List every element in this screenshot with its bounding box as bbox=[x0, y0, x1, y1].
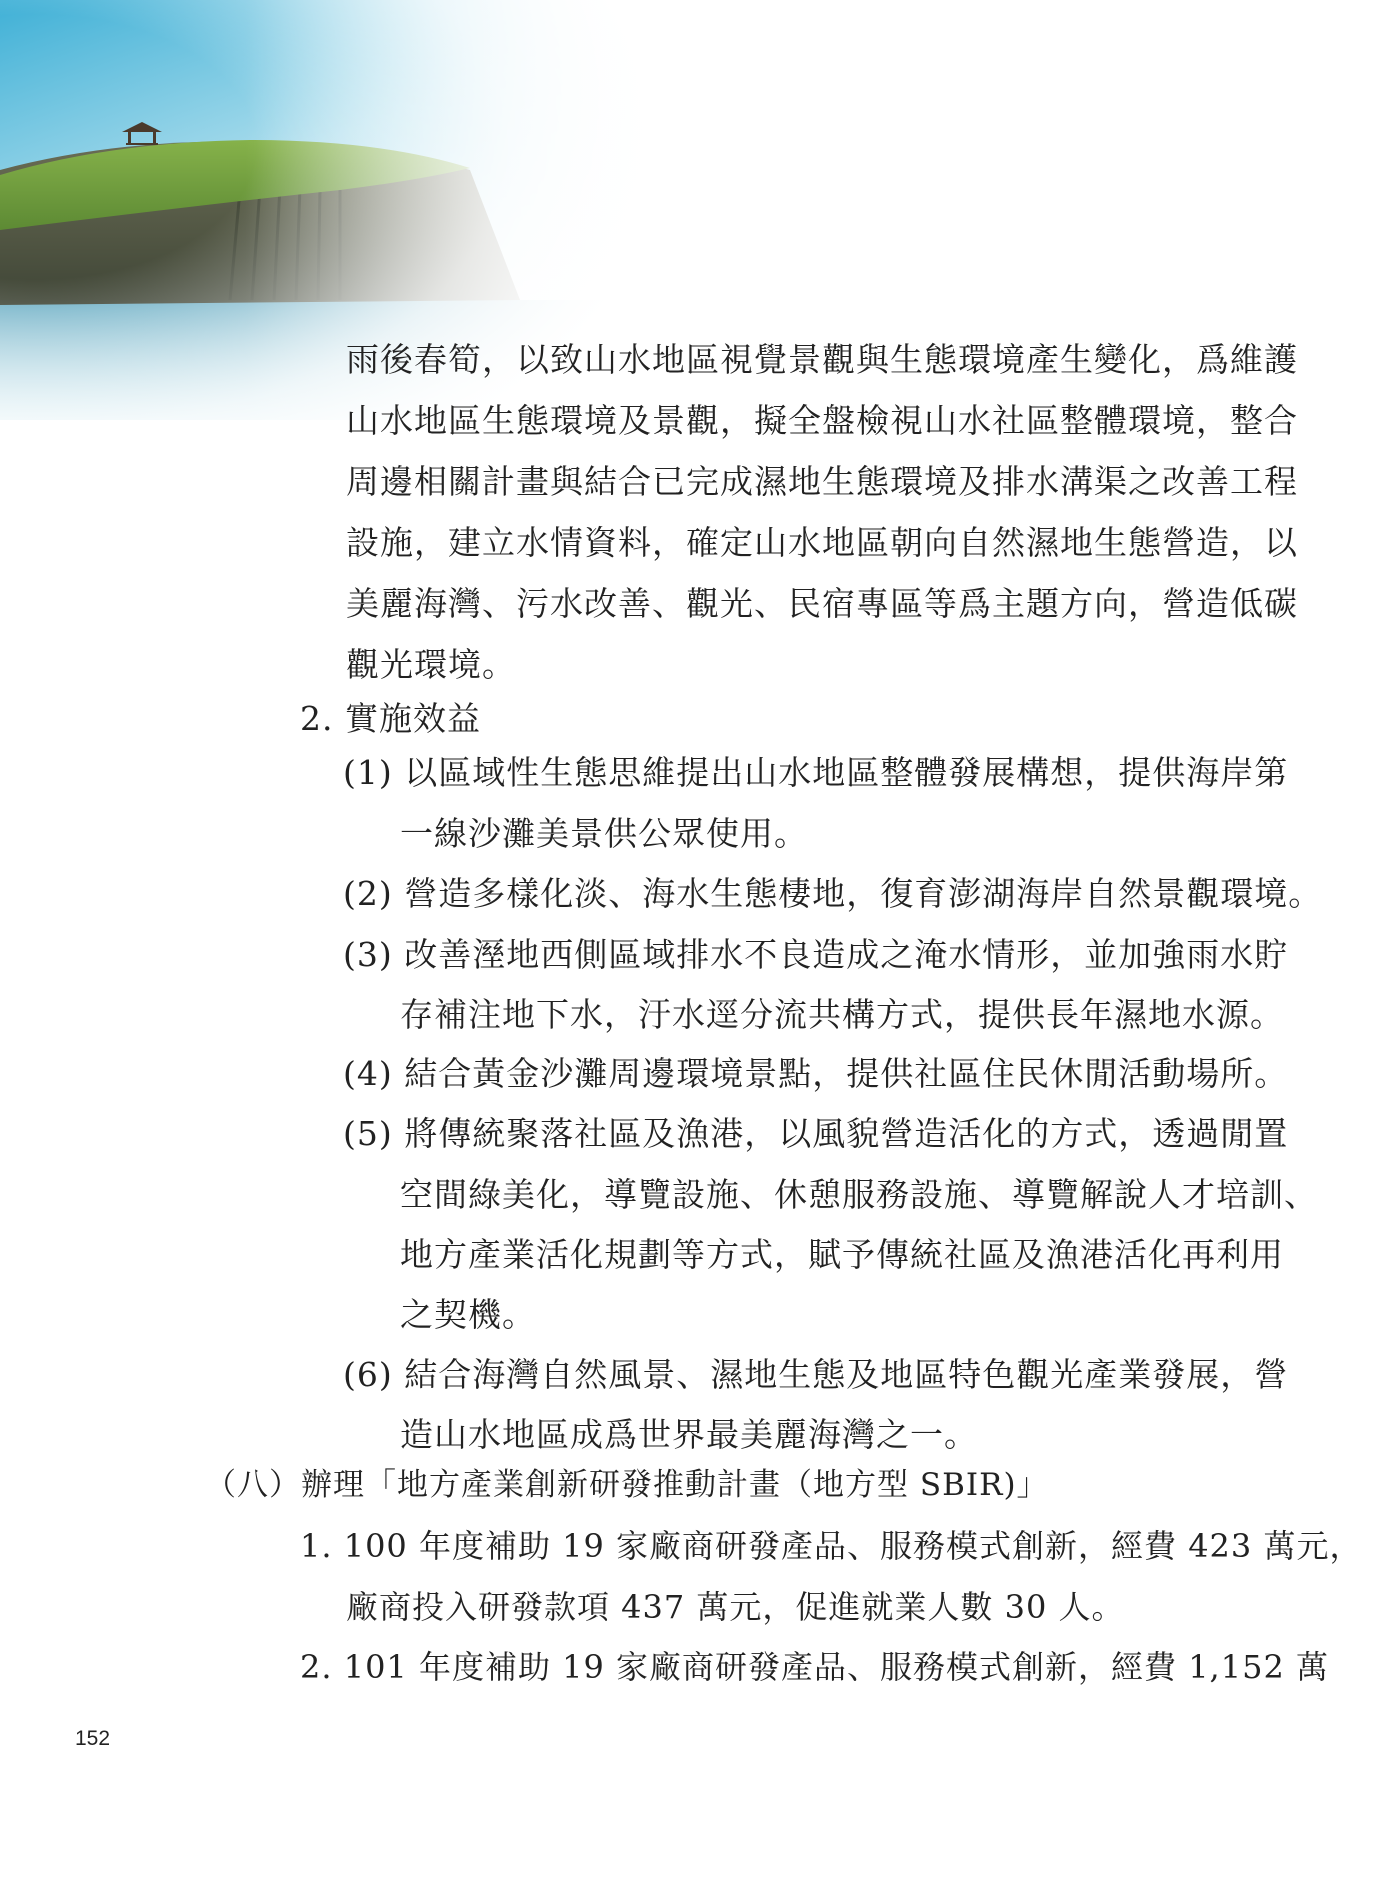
list-item-line: 廠商投入研發款項 437 萬元，促進就業人數 30 人。 bbox=[346, 1588, 1125, 1626]
section-heading: 2. 實施效益 bbox=[300, 699, 481, 738]
list-item-line: 存補注地下水，汙水逕分流共構方式，提供長年濕地水源。 bbox=[400, 995, 1284, 1034]
list-item-line: 一線沙灘美景供公眾使用。 bbox=[400, 814, 808, 853]
section-heading: （八）辦理「地方產業創新研發推動計畫（地方型 SBIR)」 bbox=[205, 1467, 1049, 1503]
body-text-line: 雨後春筍，以致山水地區視覺景觀與生態環境產生變化，爲維護 bbox=[346, 340, 1298, 379]
list-item-line: (2) 營造多樣化淡、海水生態棲地，復育澎湖海岸自然景觀環境。 bbox=[343, 874, 1323, 913]
body-text-line: 山水地區生態環境及景觀，擬全盤檢視山水社區整體環境，整合 bbox=[346, 401, 1298, 440]
list-item-line: 1. 100 年度補助 19 家廠商研發產品、服務模式創新，經費 423 萬元， bbox=[300, 1527, 1363, 1565]
list-item-line: 空間綠美化，導覽設施、休憩服務設施、導覽解說人才培訓、 bbox=[400, 1175, 1318, 1214]
body-text-line: 設施，建立水情資料，確定山水地區朝向自然濕地生態營造，以 bbox=[346, 523, 1298, 562]
list-item-line: 之契機。 bbox=[400, 1295, 536, 1334]
list-item-line: (4) 結合黃金沙灘周邊環境景點，提供社區住民休閒活動場所。 bbox=[343, 1054, 1289, 1093]
list-item-line: (6) 結合海灣自然風景、濕地生態及地區特色觀光產業發展，營 bbox=[343, 1355, 1289, 1394]
list-item-line: (1) 以區域性生態思維提出山水地區整體發展構想，提供海岸第 bbox=[343, 753, 1289, 792]
body-text-line: 觀光環境。 bbox=[346, 645, 516, 684]
list-item-line: (3) 改善溼地西側區域排水不良造成之淹水情形，並加強雨水貯 bbox=[343, 935, 1289, 974]
list-item-line: 造山水地區成爲世界最美麗海灣之一。 bbox=[400, 1415, 978, 1454]
list-item-line: 2. 101 年度補助 19 家廠商研發產品、服務模式創新，經費 1,152 萬 bbox=[300, 1648, 1329, 1686]
body-text-line: 美麗海灣、污水改善、觀光、民宿專區等爲主題方向，營造低碳 bbox=[346, 584, 1298, 623]
body-text-line: 周邊相關計畫與結合已完成濕地生態環境及排水溝渠之改善工程 bbox=[346, 462, 1298, 501]
list-item-line: 地方產業活化規劃等方式，賦予傳統社區及漁港活化再利用 bbox=[400, 1235, 1284, 1274]
page-number: 152 bbox=[75, 1727, 111, 1750]
list-item-line: (5) 將傳統聚落社區及漁港，以風貌營造活化的方式，透過閒置 bbox=[343, 1114, 1289, 1153]
